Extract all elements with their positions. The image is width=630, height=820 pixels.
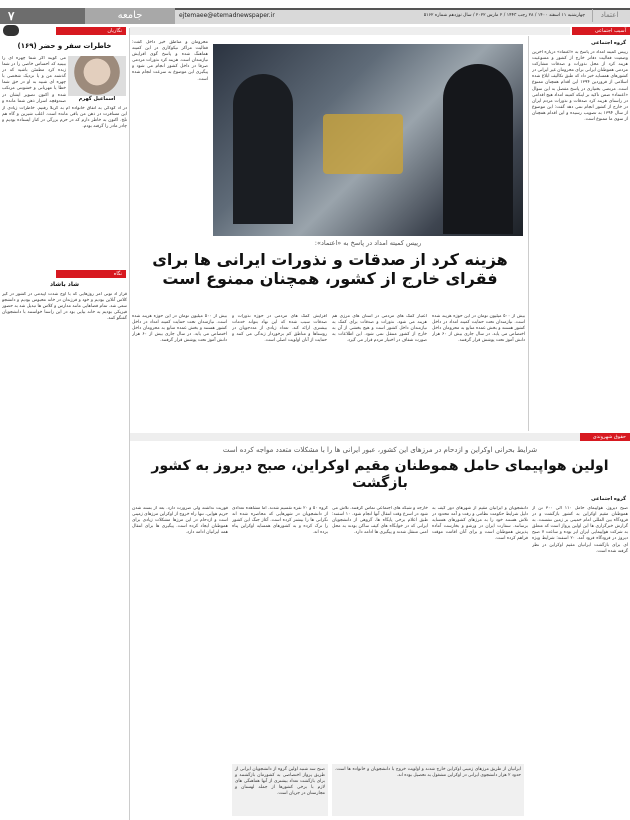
page-number: ۷ [0,8,85,24]
divider [129,28,130,820]
story-col-5: فوریت نداشته ولی ضرورت دارد. بعد از بسته شدن حریم هوایی، تنها راه خروج از اوکراین مرزهای زمینی است و ازدحام در این مرزها مشکلات زیادی برای هموطنان ایجاد کرده است. پیگیری ها برای انتقال همه ایرانیان ادامه دارد. [132,506,228,536]
person-figure [233,74,293,224]
group-byline: گروه اجتماعی [591,496,626,502]
story-box-b: ایرانیان از طریق مرزهای زمینی اوکراین خارج شدند و اولویت خروج با دانشجویان و خانواده ها است. حدود ۲ هزار دانشجوی ایرانی در اوکراین مشغول به تحصیل بوده اند. [332,764,524,816]
column-intro: می گویند اگر شما چهره ای را ببینید که احساس خاصی را در شما زنده کرد مطمئن باشید که در گذشته من و یا نزدیک شخصی با چهره ای شبیه به او در حق شما خطا یا مهربانی و خشونتی مرتکب شده و اکنون تصویر ایشان در صندوقچه اسرار ذهن شما مانده و [2,56,66,104]
person-figure [443,64,513,234]
feature-col-d: اعتبار کمک های مردمی در استان های مرزی هم هزینه می شود. نذورات و صدقات برای کمک به نیازمندان داخل کشور است و هیچ بخشی از آن به خارج از کشور منتقل نمی شود. این اطلاعات به صورت شفاف در اختیار مردم قرار می گیرد. [332,314,427,344]
story-kicker: شرایط بحرانی اوکراین و ازدحام در مرزهای این کشور، عبور ایرانی ها را با مشکلات متعدد مواجه کرده است [222,446,538,454]
feature-col-a: محرومان و مناطق خیر داخل گفت: فعالیت مراکز نیکوکاری در این کمیته هماهنگ شده و پاسخ گوی افزایش نیازمندان است. هزینه کرد نذورات مردمی صرفا در داخل کشور انجام می شود و پیگیری این موضوع به سرعت انجام شده است. [132,40,208,82]
feature-photo [213,44,523,236]
look-label: نگاه [56,270,126,278]
group-byline: گروه اجتماعی [591,40,626,46]
label-bar [130,433,580,441]
story-label: حقوق شهروندی [580,433,630,441]
feature-kicker: رییس کمیته امداد در پاسخ به «اعتماد»: [314,239,422,247]
story-headline: اولین هواپیمای حامل هموطنان مقیم اوکراین، صبح دیروز به کشور بازگشت [151,458,609,491]
story-col-1: صبح دیروز، هواپیمای حامل ۱۱۰ الی ۳۰۰ تن از هموطنان مقیم اوکراین به کشور بازگشت و در فرودگاه بین المللی امام خمینی بر زمین نشست. به گزارش خبرگزاری ها این اولین پرواز است که متعلق به شرکت هواپیمایی ایران ایر بوده و ساعت ۷ صبح دیروز در فرودگاه فرود آمد. ۲۰ اسفند: شرایط ویژه ای برای بازگشت ایرانیان مقیم اوکراین در نظر گرفته شده است. [532,506,628,554]
issue-date: چهارشنبه ۱۱ اسفند ۱۴۰۰ / ۲۸ رجب ۱۴۴۳ / ۲ مارس ۲۰۲۲ / سال نوزدهم شماره ۵۱۶۲ [423,13,585,18]
column-title: خاطرات سفر و حضر (۱۶۹) [17,42,112,50]
feature-headline: هزینه کرد از صدقات و نذورات ایرانی ها برای فقرای خارج از کشور، همچنان ممنوع است [152,250,508,288]
look-body: قرار اد تونی آمر روزهایی که با اوج شدت اپیدمی در کشور در گیر کلاس آنلاین بودیم و خود و فرزندان در خانه محبوس بودیم و دانشجو سعی شد. تمام فضاهایی مانند مدارس و کلاس ها تبدیل شد به حضور فیزیکی بودیم به خانه بیایی بود در این راستا خواستند با دانشجویان گفتگو کنند. [2,292,127,322]
right-label: آسیب اجتماعی [572,27,630,35]
author-photo [68,56,126,96]
emblem-sign [323,114,403,174]
story-col-4: گروه ۵۰ و ۲۰ نفره تقسیم شدند. اما مشاهده تعدادی از دانشجویان در شهرهایی که محاصره شده اند نگرانی ها را بیشتر کرده است. آغاز جنگ این کشور را ترک کرده و به کشورهای همسایه اوکراین پناه برده اند. [232,506,328,536]
story-col-3: خارجه و شبکه های اجتماعی تماس گرفتند. تلاش می شود در اسرع وقت انتقال آنها انجام شود. ۱۰ اسفند: طبق اعلام برخی پایگاه ها، گروهی از دانشجویان ایرانی که در خوابگاه های کیف ساکن بودند به محل امنی منتقل شدند و پیگیری ها ادامه دارد. [332,506,428,536]
columnist-logo-icon [3,25,19,36]
section-email[interactable]: ejtemaee@etemadnewspaper.ir [179,12,275,19]
author-name: اسماعیل گهرم [78,96,116,102]
story-col-2: دانشجویان و ایرانیان مقیم از شهرهای دور کیف به دلیل شرایط حکومت نظامی و رفت و آمد محدود در تلاش هستند خود را به مرزهای کشورهای همسایه برسانند. سفارت ایران در ورشو و بخارست آماده پذیرش هموطنان است و برای آنان اقامت موقت فراهم کرده است. [432,506,528,542]
story-box-a: صبح سه شنبه اولین گروه از دانشجویان ایرانی از طریق پرواز اختصاصی به کشورمان بازگشتند و برای بازگشت تعداد بیشتری از آنها هماهنگی های لازم با برخی کشورها از جمله لهستان و مجارستان در جریان است. [232,764,328,816]
label-bar [130,27,570,35]
newspaper-logo: اعتماد [592,9,626,22]
feature-col-c: افزایش کمک های مردمی در حوزه نذورات و صدقات سبب شده که این نهاد بتواند خدمات بیشتری ارائه کند. تعداد زیادی از مددجویان در روستاها و مناطق کم برخوردار زندگی می کنند و حمایت از آنان اولویت اصلی است. [232,314,327,344]
column-body: در اد کودکی به اتفاق خانواده ام به کربلا رفتیم. خاطرات زیادی از این مسافرت در ذهن من باقی مانده است. اغلب شیرین و گاه هم تلخ. اکنون به خاطر دارم که در حرم بزرگی در کنار ایستاده بودیم و چادر مادر را گرفته بودم. [2,106,127,130]
section-name: جامعه [85,8,175,24]
divider [528,36,529,431]
look-title: شاد باشاد [49,281,80,288]
feature-col-b2: بیش از ۵۰۰ میلیون تومان در این حوزه هزینه شده است. نیازمندان تحت حمایت کمیته امداد در داخل کشور هستند و بخش عمده منابع به محرومان داخل اختصاص می یابد. در سال جاری بیش از ۶۰ هزار دانش آموز تحت پوشش قرار گرفتند. [432,314,525,344]
left-label: نگاریان [56,27,126,35]
right-body: رییس کمیته امداد در پاسخ به «اعتماد» درباره آخرین وضعیت فعالیت دفاتر خارج از کشور و ممنوعیت هزینه کرد از محل نذورات و صدقات مشارکت مردمی هموطنان ایرانی برای محرومان غیر ایرانی در کشورهای همسایه خبر داد که طبق تکالیف ابلاغ شده اسلامی از فروردین ۱۳۹۴ این اقدام همچنان ممنوع است. مرتضی بختیاری در پاسخ مفصل به این سوال «اعتماد» ضمن تاکید بر اینکه کمیته امداد هیچ اقدامی در راستای هزینه کرد صدقات و نذورات مردم ایران در خارج از کشور انجام نمی دهد گفت: این موضوع از سال ۱۳۹۴ به تصویب رسیده و این اقدام همچنان از سوی ما ممنوع است. [532,50,628,123]
feature-col-b: بیش از ۵۰۰ میلیون تومان در این حوزه هزینه شده است. نیازمندان تحت حمایت کمیته امداد در داخل کشور هستند و بخش عمده منابع به محرومان داخل اختصاص می یابد. در سال جاری بیش از ۶۰ هزار دانش آموز تحت پوشش قرار گرفتند. [132,314,227,344]
